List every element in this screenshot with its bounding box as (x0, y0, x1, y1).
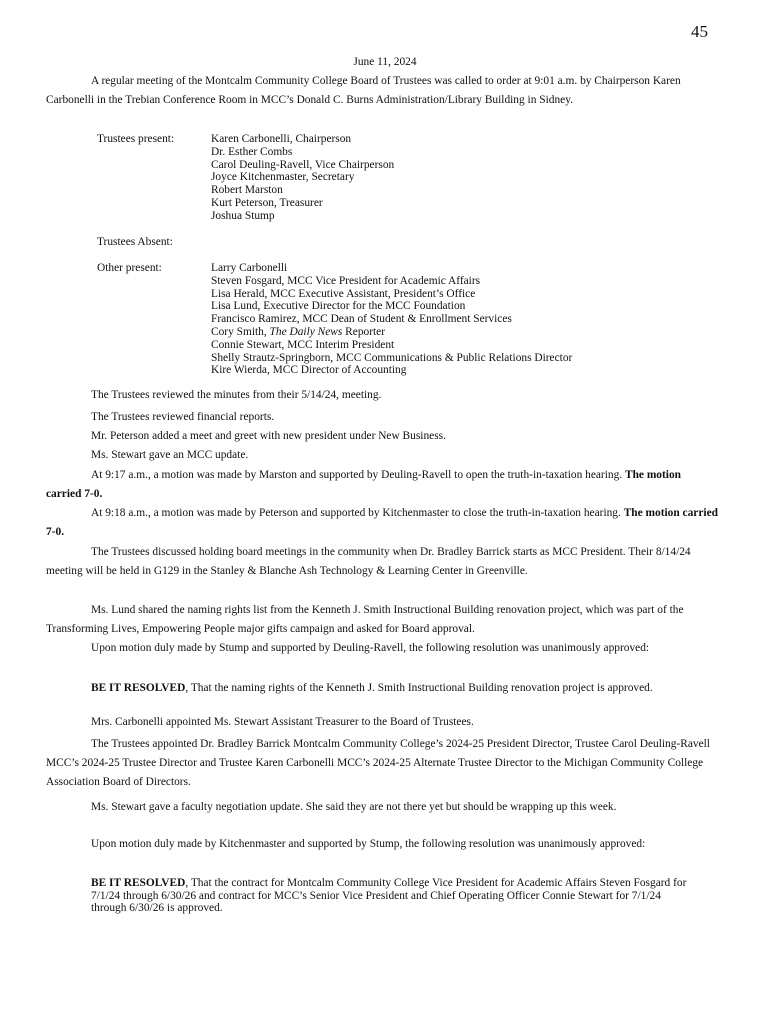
list-item: Connie Stewart, MCC Interim President (211, 338, 395, 351)
resolution-2 (91, 877, 691, 915)
be-it-resolved: BE IT RESOLVED (91, 877, 186, 889)
trustees-present-list (211, 133, 394, 223)
list-item (211, 326, 572, 339)
list-item: Lisa Herald, MCC Executive Assistant, President’s Office (211, 287, 476, 300)
minutes-review: The Trustees reviewed the minutes from their 5/14/24, meeting. (91, 389, 382, 401)
list-item: Kire Wierda, MCC Director of Accounting (211, 364, 407, 377)
assistant-treasurer-note: Mrs. Carbonelli appointed Ms. Stewart Assistant Treasurer to the Board of Trustees. (91, 716, 474, 728)
list-item: Joyce Kitchenmaster, Secretary (211, 171, 355, 184)
list-item: Robert Marston (211, 184, 283, 197)
list-item: Steven Fosgard, MCC Vice President for Academic Affairs (211, 274, 481, 287)
intro-paragraph: A regular meeting of the Montcalm Community College Board of Trustees was called to order at 9:01 a.m. by Chairperson Karen Carbonelli in the Trebian Conference Room in MCC’s Donald C. Burns Administration/Library Building in Sidney. (46, 75, 681, 106)
list-item: Larry Carbonelli (211, 262, 288, 274)
page-number: 45 (691, 22, 708, 41)
motion-period: . (99, 488, 103, 500)
community-meetings-paragraph: The Trustees discussed holding board meetings in the community when Dr. Bradley Barrick starts as MCC President. Their 8/14/24 meeting will be held in G129 in the Stanley & Blanche Ash Technology & Learning Center in Greenville. (46, 546, 691, 577)
motion-text: At 9:17 a.m., a motion was made by Marston and supported by Deuling-Ravell to open the truth-in-taxation hearing. (91, 469, 625, 481)
motion-resolution-1: Upon motion duly made by Stump and supported by Deuling-Ravell, the following resolution was unanimously approved: (91, 642, 650, 654)
motion-text: At 9:18 a.m., a motion was made by Peterson and supported by Kitchenmaster to close the truth-in-taxation hearing. (91, 507, 624, 519)
trustees-present-label: Trustees present: (97, 133, 175, 145)
resolution-1 (91, 682, 691, 695)
mcc-update-note: Ms. Stewart gave an MCC update. (91, 449, 249, 461)
motion-close-hearing (46, 504, 718, 542)
trustees-absent-label: Trustees Absent: (97, 236, 173, 248)
motion-period: . (61, 526, 65, 538)
list-item: Joshua Stump (211, 209, 275, 222)
be-it-resolved: BE IT RESOLVED (91, 682, 186, 694)
motion-open-hearing (46, 466, 718, 504)
list-item: Lisa Lund, Executive Director for the MCC Foundation (211, 300, 466, 313)
cory-smith-name: Cory Smith, (211, 325, 270, 338)
faculty-negotiation-paragraph: Ms. Stewart gave a faculty negotiation update. She said they are not there yet but should be wrapping up this week. (91, 801, 617, 813)
cory-smith-role: Reporter (342, 325, 386, 338)
other-present-list (211, 262, 572, 377)
naming-rights-paragraph: Ms. Lund shared the naming rights list from the Kenneth J. Smith Instructional Building renovation project, which was part of the Transforming Lives, Empowering People major gifts campaign and asked for Board approval. (46, 604, 684, 635)
list-item: Karen Carbonelli, Chairperson (211, 133, 352, 145)
list-item: Shelly Strautz-Springborn, MCC Communications & Public Relations Director (211, 351, 573, 364)
motion-result: The motion carried 7-0 (46, 507, 718, 538)
meeting-date: June 11, 2024 (353, 56, 417, 68)
resolution-text: , That the naming rights of the Kenneth J. Smith Instructional Building renovation project is approved. (185, 682, 653, 694)
newspaper-title: The Daily News (269, 325, 343, 338)
resolution-text: , That the contract for Montcalm Community College Vice President for Academic Affairs Steven Fosgard for 7/1/24 through 6/30/26 and contract for MCC’s Senior Vice President and Chief Operating Officer Connie Stewart for 7/1/24 through 6/30/26 is approved. (91, 877, 687, 915)
list-item: Dr. Esther Combs (211, 145, 293, 158)
list-item: Francisco Ramirez, MCC Dean of Student & Enrollment Services (211, 313, 512, 326)
motion-result: The motion carried 7-0 (46, 469, 681, 500)
list-item: Kurt Peterson, Treasurer (211, 196, 323, 209)
motion-resolution-2: Upon motion duly made by Kitchenmaster and supported by Stump, the following resolution was unanimously approved: (91, 838, 646, 850)
financial-review: The Trustees reviewed financial reports. (91, 411, 275, 423)
other-present-label: Other present: (97, 262, 162, 274)
new-business-note: Mr. Peterson added a meet and greet with new president under New Business. (91, 430, 446, 442)
directors-paragraph: The Trustees appointed Dr. Bradley Barrick Montcalm Community College’s 2024-25 President Director, Trustee Carol Deuling-Ravell MCC’s 2024-25 Trustee Director and Trustee Karen Carbonelli MCC’s 2024-25 Alternate Trustee Director to the Michigan Community College Association Board of Directors. (46, 738, 710, 788)
list-item: Carol Deuling-Ravell, Vice Chairperson (211, 158, 395, 171)
